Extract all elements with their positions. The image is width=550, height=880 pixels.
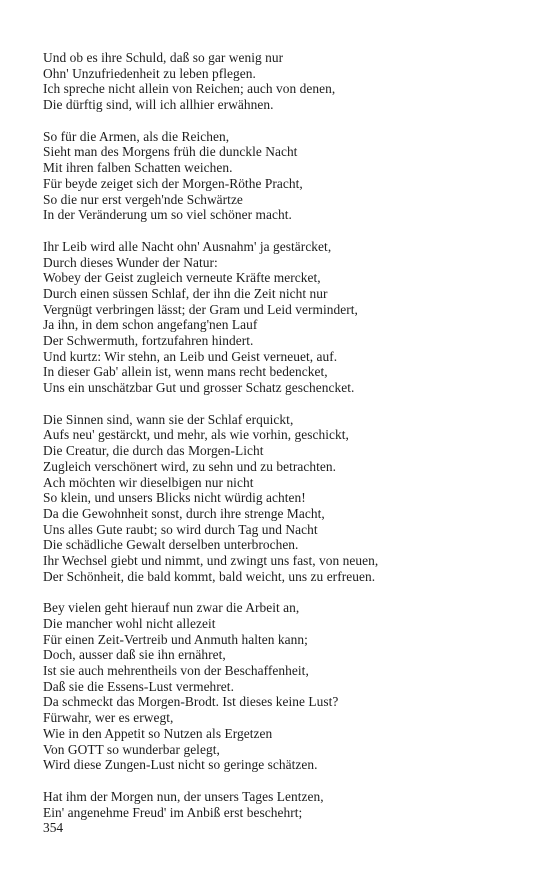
verse-line: Zugleich verschönert wird, zu sehn und zu betrachten. bbox=[43, 458, 337, 474]
verse-line: Und kurtz: Wir stehn, an Leib und Geist verneuet, auf. bbox=[43, 348, 338, 364]
verse-line: Ja ihn, in dem schon angefang'nen Lauf bbox=[43, 317, 258, 333]
stanza bbox=[43, 600, 523, 773]
verse-line: Ihr Leib wird alle Nacht ohn' Ausnahm' ja gestärcket, bbox=[43, 238, 332, 254]
verse-line: Die Sinnen sind, wann sie der Schlaf erquickt, bbox=[43, 411, 294, 427]
verse-line: Uns ein unschätzbar Gut und grosser Schatz geschencket. bbox=[43, 380, 355, 396]
verse-line: In der Veränderung um so viel schöner macht. bbox=[43, 207, 292, 223]
verse-line: Da schmeckt das Morgen-Brodt. Ist dieses keine Lust? bbox=[43, 694, 339, 710]
verse-line: Wobey der Geist zugleich verneute Kräfte mercket, bbox=[43, 270, 321, 286]
verse-line: Hat ihm der Morgen nun, der unsers Tages Lentzen, bbox=[43, 788, 324, 804]
stanza bbox=[43, 50, 523, 113]
stanza bbox=[43, 239, 523, 396]
verse-line: Ein' angenehme Freud' im Anbiß erst beschehrt; bbox=[43, 804, 303, 820]
stanza bbox=[43, 129, 523, 223]
page-number: 354 bbox=[43, 820, 64, 835]
verse-line: Fürwahr, wer es erwegt, bbox=[43, 710, 174, 726]
verse-line: Wird diese Zungen-Lust nicht so geringe schätzen. bbox=[43, 757, 318, 773]
verse-line: Aufs neu' gestärckt, und mehr, als wie vorhin, geschickt, bbox=[43, 427, 349, 443]
verse-line: So klein, und unsers Blicks nicht würdig achten! bbox=[43, 490, 306, 506]
verse-line: Durch einen süssen Schlaf, der ihn die Zeit nicht nur bbox=[43, 285, 328, 301]
verse-line: Daß sie die Essens-Lust vermehret. bbox=[43, 678, 234, 694]
verse-line: Von GOTT so wunderbar gelegt, bbox=[43, 741, 220, 757]
verse-line: Ohn' Unzufriedenheit zu leben pflegen. bbox=[43, 65, 256, 81]
verse-line: Für beyde zeiget sich der Morgen-Röthe Pracht, bbox=[43, 175, 303, 191]
verse-line: Die dürftig sind, will ich allhier erwähnen. bbox=[43, 97, 274, 113]
verse-line: Für einen Zeit-Vertreib und Anmuth halten kann; bbox=[43, 631, 308, 647]
verse-line: Wie in den Appetit so Nutzen als Ergetzen bbox=[43, 725, 273, 741]
verse-line: Durch dieses Wunder der Natur: bbox=[43, 254, 218, 270]
verse-line: Ihr Wechsel giebt und nimmt, und zwingt uns fast, von neuen, bbox=[43, 552, 379, 568]
verse-line: Die schädliche Gewalt derselben unterbrochen. bbox=[43, 537, 299, 553]
verse-line: In dieser Gab' allein ist, wenn mans recht bedencket, bbox=[43, 364, 328, 380]
stanza bbox=[43, 412, 523, 585]
verse-line: Uns alles Gute raubt; so wird durch Tag und Nacht bbox=[43, 521, 318, 537]
poem-text bbox=[43, 50, 523, 836]
verse-line: Ist sie auch mehrentheils von der Beschaffenheit, bbox=[43, 663, 309, 679]
verse-line: Und ob es ihre Schuld, daß so gar wenig nur bbox=[43, 50, 284, 65]
stanza bbox=[43, 789, 523, 820]
verse-line: Sieht man des Morgens früh die dunckle Nacht bbox=[43, 144, 298, 160]
verse-line: So die nur erst vergeh'nde Schwärtze bbox=[43, 191, 243, 207]
verse-line: Vergnügt verbringen lässt; der Gram und Leid vermindert, bbox=[43, 301, 358, 317]
verse-line: Ich spreche nicht allein von Reichen; auch von denen, bbox=[43, 81, 336, 97]
verse-line: So für die Armen, als die Reichen, bbox=[43, 128, 230, 144]
verse-line: Bey vielen geht hierauf nun zwar die Arbeit an, bbox=[43, 600, 300, 616]
verse-line: Die mancher wohl nicht allezeit bbox=[43, 616, 216, 631]
verse-line: Der Schönheit, die bald kommt, bald weicht, uns zu erfreuen. bbox=[43, 568, 376, 584]
verse-line: Da die Gewohnheit sonst, durch ihre strenge Macht, bbox=[43, 505, 325, 521]
verse-line: Der Schwermuth, fortzufahren hindert. bbox=[43, 333, 254, 348]
verse-line: Doch, ausser daß sie ihn ernähret, bbox=[43, 647, 226, 663]
verse-line: Mit ihren falben Schatten weichen. bbox=[43, 160, 233, 176]
verse-line: Die Creatur, die durch das Morgen-Licht bbox=[43, 443, 264, 459]
verse-line: Ach möchten wir dieselbigen nur nicht bbox=[43, 474, 254, 490]
